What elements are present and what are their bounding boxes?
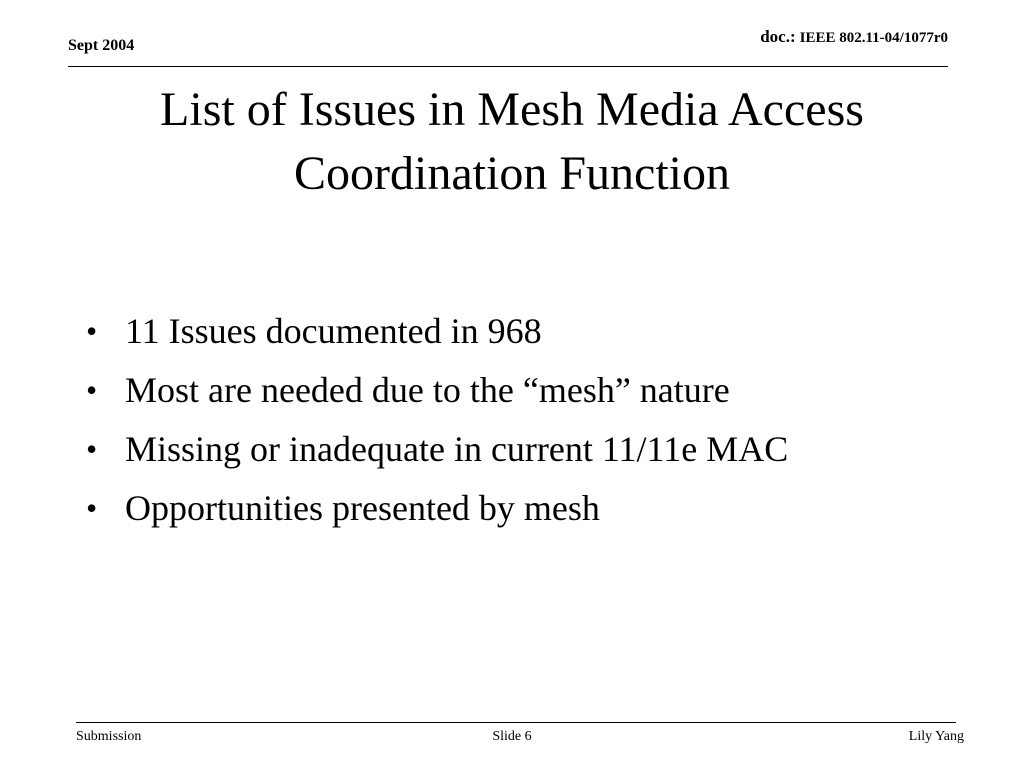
bullet-dot-icon: • [86,372,98,408]
bullet-dot-icon: • [86,490,98,526]
slide-title-line-2: Coordination Function [294,147,730,200]
doc-prefix: doc.: [760,27,796,46]
bullet-text: Most are needed due to the “mesh” nature [125,370,730,410]
footer-rule [76,722,956,723]
bullet-item [86,424,926,474]
bullet-item [86,483,926,533]
header-date: Sept 2004 [68,37,135,54]
slide-title [60,78,964,206]
header-rule [68,66,948,67]
footer-author: Lily Yang [908,729,964,744]
bullet-text: Missing or inadequate in current 11/11e MAC [125,429,789,469]
bullet-text: 11 Issues documented in 968 [125,311,542,351]
bullet-text: Opportunities presented by mesh [125,488,600,528]
bullet-dot-icon: • [86,313,98,349]
bullet-item [86,365,926,415]
footer-submission: Submission [76,729,142,744]
bullet-item [86,306,926,356]
doc-number: IEEE 802.11-04/1077r0 [799,30,948,46]
bullet-list [86,306,926,542]
footer-slide-number: Slide 6 [492,729,532,744]
bullet-dot-icon: • [86,431,98,467]
slide-title-line-1: List of Issues in Mesh Media Access [160,83,864,136]
header-doc-id [760,27,948,48]
